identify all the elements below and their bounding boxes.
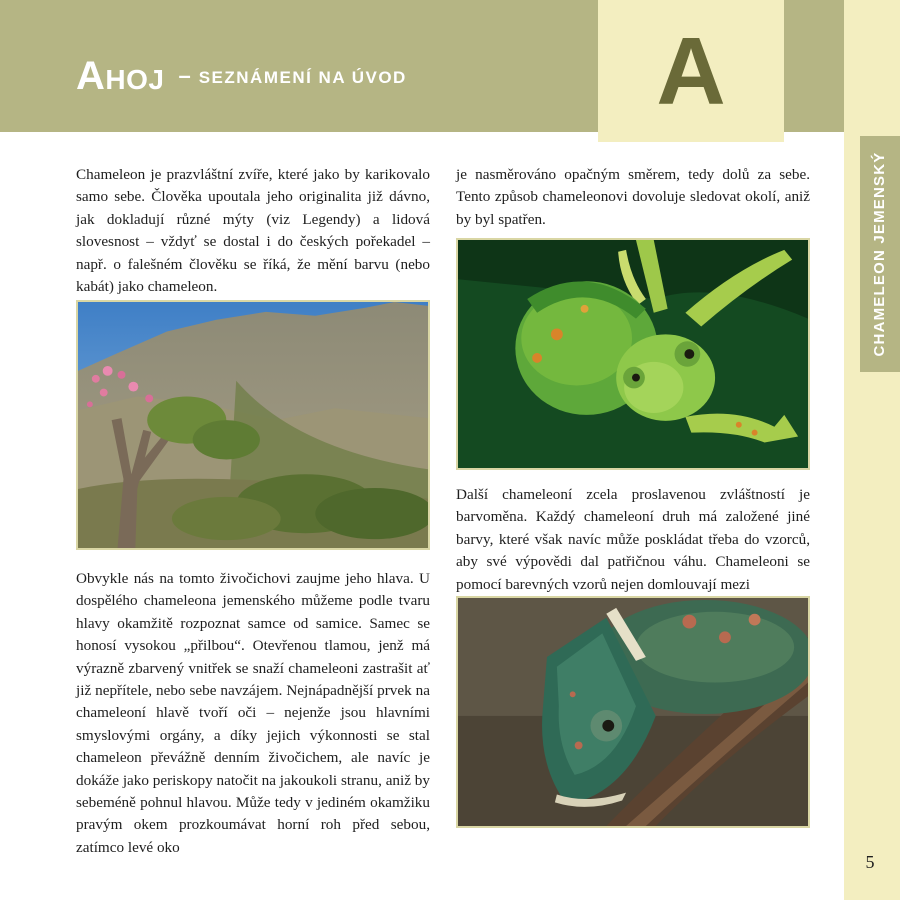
landscape-image — [78, 302, 428, 548]
title-subtitle: SEZNÁMENÍ NA ÚVOD — [198, 68, 407, 87]
chameleon-image — [458, 598, 808, 826]
left-paragraph-1: Chameleon je prazvláštní zvíře, které jako by karikovalo samo sebe. Člověka upoutala jeho originalita již dávno, jak dokladují různé mýty (viz Legendy) a lidová slovesnost – vždyť se dostal i do českých pořekadel – např. o falešném člověku se říká, že mění barvu (nebo kabát) jako chameleon. — [76, 166, 430, 296]
left-paragraph-2: Obvykle nás na tomto živočichovi zaujme jeho hlava. U dospělého chameleona jemenského můžeme podle tvaru hlavy okamžitě rozpoznat samce od samice. Samec se honosí vysokou „přilbou“. Otevřenou tlamou, jenž má výrazně zbarvený vnitřek se snaží chameleoni zastrašit ať již nepřítele, nebo sebe navzájem. Nejnápadnější prvek na chameleoní hlavě tvoří oči – nejenže jsou hlavními smyslovými orgány, a díky jejich výkonnosti se stal chameleon převážně denním živočichem, ale navíc je dokáže jako periskopy natočit na jakoukoli stranu, aniž by sebeméně pohnul hlavou. Může tedy v jediném okamžiku pravým okem prozkoumávat horní roh před sebou, zatímco levé oko — [76, 570, 430, 856]
section-letter-box — [598, 0, 784, 142]
title-dash: – — [178, 63, 191, 88]
chameleon-green-photo — [456, 238, 810, 470]
right-paragraph-2: Další chameleoní zcela proslavenou zvláštností je barvoměna. Každý chameleoní druh má založené jiné barvy, které však navíc může poskládat třeba do vzorců, aby své výpovědi dal patřičnou váhu. Chameleoni se pomocí barevných vzorů nejen domlouvají mezi — [456, 486, 810, 593]
right-paragraph-1: je nasměrováno opačným směrem, tedy dolů za sebe. Tento způsob chameleonovi dovoluje sledovat okolí, aniž by byl spatřen. — [456, 166, 810, 228]
side-strip — [844, 0, 900, 900]
page-title — [76, 56, 407, 104]
chameleon-branch-photo — [456, 596, 810, 828]
chapter-tab-label: CHAMELEON JEMENSKÝ — [871, 151, 888, 357]
section-letter: A — [656, 18, 726, 125]
landscape-photo — [76, 300, 430, 550]
page-number: 5 — [865, 852, 875, 872]
title-main: Ahoj — [76, 54, 165, 98]
chameleon-image — [458, 240, 808, 468]
